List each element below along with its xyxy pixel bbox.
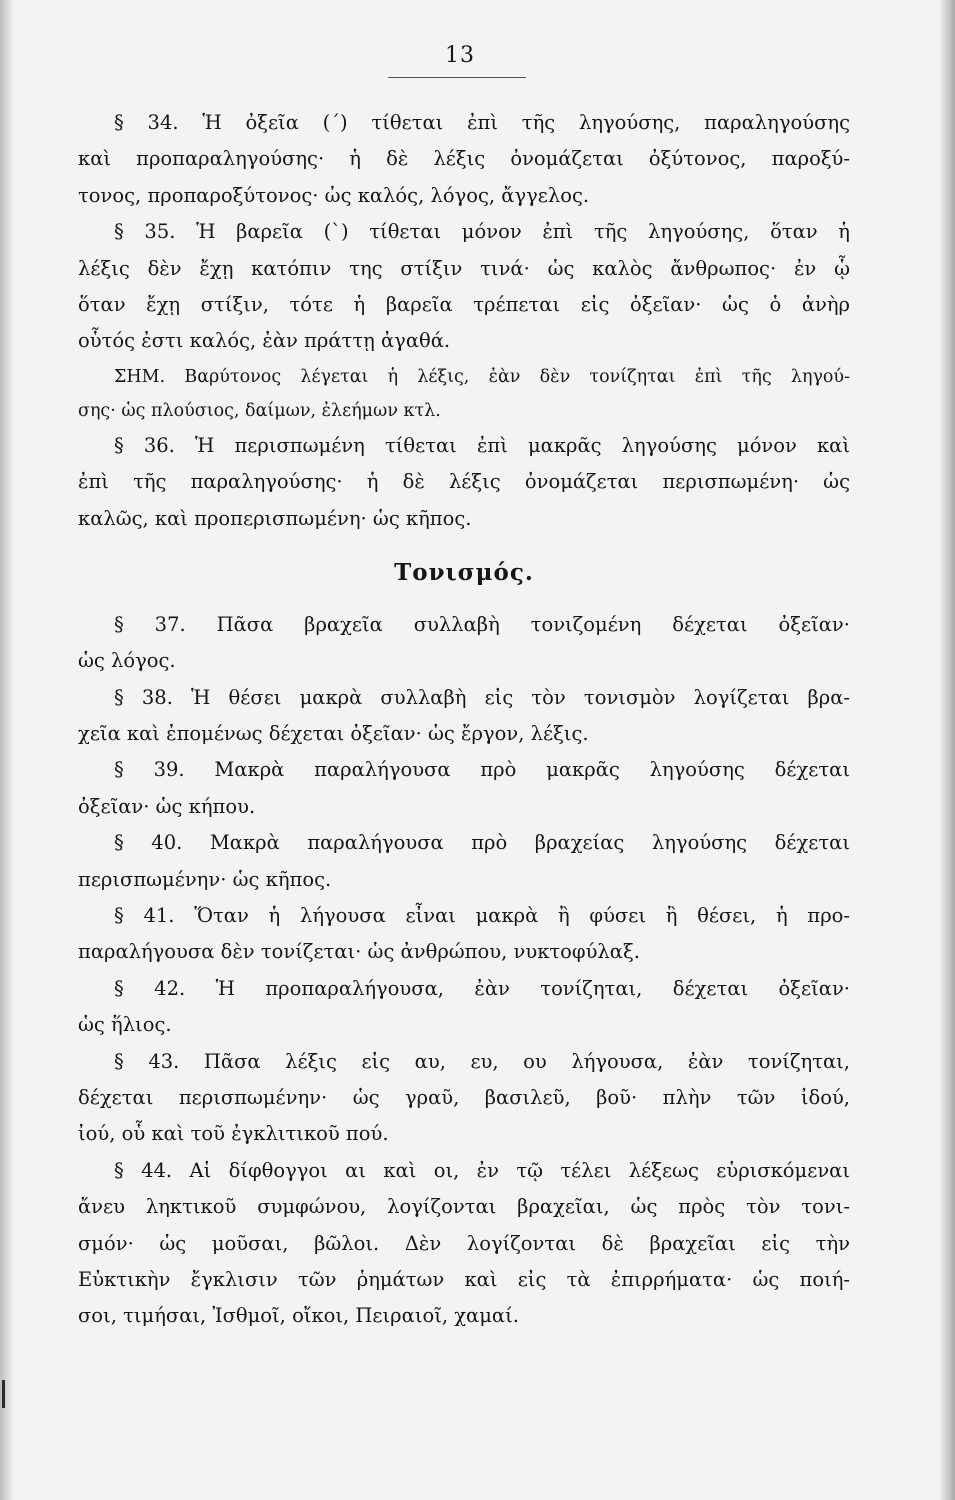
text-line: § 39. Μακρὰ παραλήγουσα πρὸ μακρᾶς ληγούσης δέχεται [114, 758, 850, 782]
text-line: καὶ προπαραληγούσης· ἡ δὲ λέξις ὀνομάζεται ὀξύτονος, παροξύ- [78, 147, 850, 171]
text-line: § 41. Ὅταν ἡ λήγουσα εἶναι μακρὰ ἢ φύσει ἢ θέσει, ἡ προ- [114, 904, 850, 928]
text-line: παραλήγουσα δὲν τονίζεται· ὡς ἀνθρώπου, νυκτοφύλαξ. [78, 940, 640, 964]
text-line: ἰού, οὗ καὶ τοῦ ἐγκλιτικοῦ πού. [78, 1122, 389, 1146]
page-edge-shadow-right [939, 0, 955, 1500]
text-line: τονος, προπαροξύτονος· ὡς καλός, λόγος, ἄγγελος. [78, 183, 590, 207]
text-line: ὀξεῖαν· ὡς κήπου. [78, 794, 256, 818]
page-number: 13 [445, 43, 475, 68]
text-line: χεῖα καὶ ἐπομένως δέχεται ὀξεῖαν· ὡς ἔργον, λέξις. [78, 722, 589, 746]
binding-mark [2, 1380, 5, 1408]
text-line: σοι, τιμήσαι, Ἰσθμοῖ, οἴκοι, Πειραιοῖ, χαμαί. [78, 1304, 519, 1328]
text-line: λέξις δὲν ἔχῃ κατόπιν της στίξιν τινά· ὡς καλὸς ἄνθρωπος· ἐν ᾧ [78, 256, 850, 280]
text-line: § 38. Ἡ θέσει μακρὰ συλλαβὴ εἰς τὸν τονισμὸν λογίζεται βρα- [114, 685, 850, 709]
text-line: ὡς λόγος. [78, 649, 176, 673]
text-line: οὗτός ἐστι καλός, ἐὰν πράττῃ ἀγαθά. [78, 329, 451, 353]
note-line: σης· ὡς πλούσιος, δαίμων, ἐλεήμων κτλ. [78, 400, 441, 421]
section-heading: Τονισμός. [394, 558, 534, 586]
page-edge-shadow-left [0, 0, 14, 1500]
text-line: περισπωμένην· ὡς κῆπος. [78, 867, 332, 891]
text-line: ὡς ἥλιος. [78, 1013, 172, 1037]
text-line: § 37. Πᾶσα βραχεῖα συλλαβὴ τονιζομένη δέχεται ὀξεῖαν· [114, 612, 850, 636]
note-line: ΣΗΜ. Βαρύτονος λέγεται ἡ λέξις, ἐὰν δὲν τονίζηται ἐπὶ τῆς ληγού- [114, 366, 850, 387]
text-line: § 42. Ἡ προπαραλήγουσα, ἐὰν τονίζηται, δέχεται ὀξεῖαν· [114, 976, 850, 1000]
text-line: § 44. Αἱ δίφθογγοι αι καὶ οι, ἐν τῷ τέλει λέξεως εὑρισκόμεναι [114, 1158, 850, 1182]
body-text [78, 105, 850, 1335]
text-line: § 35. Ἡ βαρεῖα (`) τίθεται μόνον ἐπὶ τῆς ληγούσης, ὅταν ἡ [114, 220, 850, 244]
text-line: ὅταν ἔχῃ στίξιν, τότε ἡ βαρεῖα τρέπεται εἰς ὀξεῖαν· ὡς ὁ ἀνὴρ [78, 292, 850, 316]
text-line: δέχεται περισπωμένην· ὡς γραῦ, βασιλεῦ, βοῦ· πλὴν τῶν ἰδού, [78, 1085, 850, 1109]
text-line: ἄνευ ληκτικοῦ συμφώνου, λογίζονται βραχεῖαι, ὡς πρὸς τὸν τονι- [78, 1195, 850, 1219]
text-line: Εὐκτικὴν ἔγκλισιν τῶν ῥημάτων καὶ εἰς τὰ ἐπιρρήματα· ὡς ποιή- [78, 1267, 850, 1291]
text-line: ἐπὶ τῆς παραληγούσης· ἡ δὲ λέξις ὀνομάζεται περισπωμένη· ὡς [78, 470, 850, 494]
text-line: § 40. Μακρὰ παραλήγουσα πρὸ βραχείας ληγούσης δέχεται [114, 831, 850, 855]
text-line: καλῶς, καὶ προπερισπωμένη· ὡς κῆπος. [78, 506, 472, 530]
text-line: σμόν· ὡς μοῦσαι, βῶλοι. Δὲν λογίζονται δὲ βραχεῖαι εἰς τὴν [78, 1231, 850, 1255]
text-line: § 36. Ἡ περισπωμένη τίθεται ἐπὶ μακρᾶς ληγούσης μόνον καὶ [114, 433, 850, 457]
text-line: § 43. Πᾶσα λέξις εἰς αυ, ευ, ου λήγουσα, ἐὰν τονίζηται, [114, 1049, 850, 1073]
text-line: § 34. Ἡ ὀξεῖα (΄) τίθεται ἐπὶ τῆς ληγούσης, παραληγούσης [114, 111, 850, 134]
page-number-rule [388, 77, 526, 78]
